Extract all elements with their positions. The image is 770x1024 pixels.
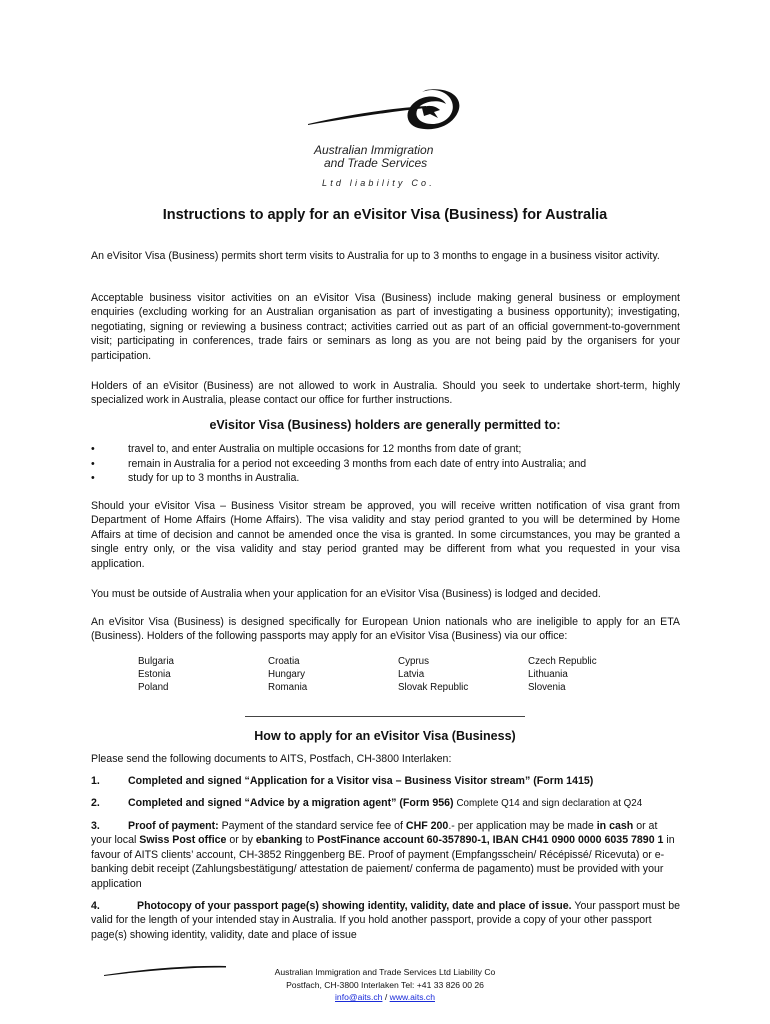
step-4-text: Your passport must be valid for the length of your intended stay in Australia. If you hold another passport, provide a copy of your other passport page(s) showing identity, validity, date and place of issue xyxy=(91,900,680,941)
table-row xyxy=(138,655,658,668)
bullet-icon: • xyxy=(91,472,95,484)
list-item: • travel to, and enter Australia on multiple occasions for 12 months from date of grant; xyxy=(91,443,522,455)
kangaroo-swoosh-icon xyxy=(300,84,470,144)
table-row xyxy=(138,681,658,694)
intro-paragraph-2: Acceptable business visitor activities on an eVisitor Visa (Business) include making general business or employment enquiries (excluding working for an Australian organisation as part of investigating a business opportunity); investigating, negotiating, signing or reviewing a business contract; activities carried out as part of an official government-to-government visit; participating in conferences, trade fairs or seminars as long as you are not being paid by the organisers for your participation. xyxy=(91,292,680,362)
section-divider xyxy=(245,716,525,717)
intro-paragraph-1: An eVisitor Visa (Business) permits short term visits to Australia for up to 3 months to engage in a business visitor activity. xyxy=(91,250,660,262)
country-cell: Latvia xyxy=(398,669,425,680)
details-paragraph-3: An eVisitor Visa (Business) is designed specifically for European Union nationals who are ineligible to apply for an ETA (Business). Holders of the following passports may apply for an eVisitor Visa (Business) via our office: xyxy=(91,616,680,643)
table-row xyxy=(138,668,658,681)
list-item: • study for up to 3 months in Australia. xyxy=(91,472,300,484)
step-number: 4. xyxy=(91,900,100,912)
country-cell: Romania xyxy=(268,682,308,693)
step-2-text: Completed and signed “Advice by a migration agent” (Form 956) xyxy=(128,797,454,809)
footer-links: info@aits.ch / www.aits.ch xyxy=(335,992,435,1002)
logo-line-1: Australian Immigration xyxy=(314,143,434,157)
eligible-countries-table xyxy=(138,655,658,694)
step-3-label: Proof of payment: xyxy=(128,820,219,832)
intro-paragraph-3: Holders of an eVisitor (Business) are not allowed to work in Australia. Should you seek to undertake short-term, highly specialized work in Australia, please contact our office for further instructions. xyxy=(91,380,680,407)
permitted-heading: eVisitor Visa (Business) holders are generally permitted to: xyxy=(209,418,561,432)
service-fee: CHF 200 xyxy=(405,820,449,832)
step-4 xyxy=(91,899,680,942)
footer xyxy=(240,966,530,1004)
permitted-list xyxy=(91,442,680,486)
step-1 xyxy=(91,774,680,788)
step-1-text: Completed and signed “Application for a Visitor visa – Business Visitor stream” (Form 1415) xyxy=(128,775,594,787)
logo-company-name xyxy=(314,144,474,170)
step-number: 3. xyxy=(91,820,100,832)
country-cell: Poland xyxy=(138,682,169,693)
country-cell: Croatia xyxy=(268,656,300,667)
footer-address: Postfach, CH-3800 Interlaken Tel: +41 33 826 00 26 xyxy=(286,979,484,990)
page-title: Instructions to apply for an eVisitor Visa (Business) for Australia xyxy=(162,207,608,223)
country-cell: Hungary xyxy=(268,669,306,680)
list-item: • remain in Australia for a period not exceeding 3 months from each date of entry into Australia; and xyxy=(91,457,587,470)
footer-company: Australian Immigration and Trade Services Ltd Liability Co xyxy=(274,967,496,977)
footer-swoosh-icon xyxy=(104,963,229,977)
country-cell: Slovak Republic xyxy=(398,682,469,693)
details-paragraph-1: Should your eVisitor Visa – Business Visitor stream be approved, you will receive written notification of visa grant from Department of Home Affairs (Home Affairs). The visa validity and stay period granted to you will be determined by Home Affairs at time of decision and cannot be amended once the visa is granted. In some circumstances, you may be granted a single entry only, or the visa validity and stay period granted may be different from what you requested in your visa application. xyxy=(91,500,680,570)
step-number: 2. xyxy=(91,797,100,809)
bullet-icon: • xyxy=(91,457,95,470)
website-link[interactable]: www.aits.ch xyxy=(389,992,435,1002)
step-2 xyxy=(91,796,680,811)
country-cell: Slovenia xyxy=(528,682,566,693)
country-cell: Cyprus xyxy=(398,656,430,667)
bullet-icon: • xyxy=(91,443,95,455)
email-link[interactable]: info@aits.ch xyxy=(335,992,383,1002)
step-2-note: Complete Q14 and sign declaration at Q24 xyxy=(456,798,643,809)
details-paragraph-2: You must be outside of Australia when your application for an eVisitor Visa (Business) is lodged and decided. xyxy=(91,588,601,600)
bank-account: PostFinance account 60-357890-1, IBAN CH41 0900 0000 6035 7890 1 xyxy=(317,834,664,847)
country-cell: Estonia xyxy=(138,669,171,680)
country-cell: Bulgaria xyxy=(138,656,174,667)
logo-line-2: and Trade Services xyxy=(324,156,428,170)
how-to-heading: How to apply for an eVisitor Visa (Business) xyxy=(254,729,516,743)
country-cell: Lithuania xyxy=(528,669,568,680)
company-logo xyxy=(300,84,470,190)
step-number: 1. xyxy=(91,775,100,787)
step-4-label: Photocopy of your passport page(s) showing identity, validity, date and place of issue. xyxy=(137,900,572,912)
logo-line-3: Ltd liability Co. xyxy=(322,178,435,188)
step-3: 3. Proof of payment: Payment of the standard service fee of CHF 200.- per application may be made in cash or at your local Swiss Post office or by ebanking to PostFinance account 60-357890-1, IBAN CH41 0900 0000 6035 7890 1 in favour of AITS clients’ account, CH-3852 Ringgenberg BE. Proof of payment (Empfangsschein/ Récépissé/ Ricevuta) or e-banking debit receipt (Zahlungsbestätigung/ attestation de paiement/ conferma de pagamento) must be provided with your application xyxy=(91,820,675,890)
how-to-intro: Please send the following documents to AITS, Postfach, CH-3800 Interlaken: xyxy=(91,753,452,765)
country-cell: Czech Republic xyxy=(528,656,597,667)
